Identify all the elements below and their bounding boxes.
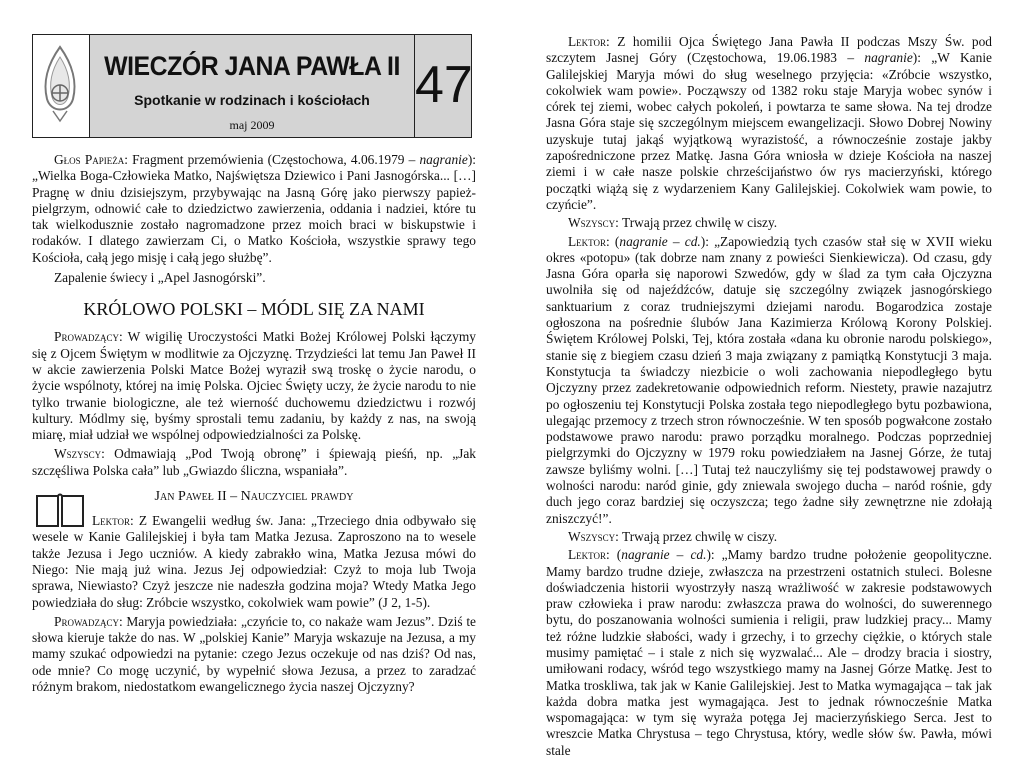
section-heading-queen: KRÓLOWO POLSKI – MÓDL SIĘ ZA NAMI xyxy=(83,299,425,320)
paragraph-leader-2: Prowadzący: Maryja powiedziała: „czyńcie to, co nakaże wam Jezus”. Dziś te słowa kieruje także do nas. W „polskiej Kanie” Maryja wskazuje na Jezusa, a my mamy szukać odpowiedzi na pytanie: czego Jezus oczekuje od nas dziś? Od nas, ode mnie? Co mogę uczynić, by wypełnić słowa Jezusa, a przez to zaradzać różnym brakom, niedostatkom ewangelicznego życia naszej Ojczyzny? xyxy=(32,613,476,695)
candle-dove-logo-icon xyxy=(33,35,90,137)
paragraph-reader-deluge: Lektor: (nagranie – cd.): „Zapowiedzią tych czasów stał się w XVII wieku okres «potopu» (tak dobrze nam znany z powieści Sienkiewicza). Od czasu, gdy Jasna Góra oparła się naporowi Szwedów, gdy w ślad za tym cała Ojczyzna uwolniła się od najeźdźców, datuje się szczególny związek jasnogórskiego sanktuarium z coraz trudniejszymi dziejami narodu. Bogarodzica zostaje ogłoszona na pośrednie ślubów Jana Kazimierza Królową Korony Polskiej. Świętem Królowej Polski, Tej, która została «dana ku obronie narodu polskiego», stanie się z biegiem czasu dzień 3 maja związany z pamiątką Konstytucji 3 maja. Konstytucja ta świadczy niezbicie o woli zachowania niepodległego bytu Ojczyzny przez zadekretowanie odpowiednich reform. Niestety, prawie nazajutrz po ogłoszeniu tej Konstytucji Polska została tego niepodległego bytu pozbawiona, ulegając przemocy z trzech stron równocześnie. W ten sposób pogwałcone zostało podstawowe prawo narodu: prawo porządku moralnego. Podczas poprzedniej pielgrzymki do Ojczyzny w 1979 roku powiedziałem na Jasnej Górze, że tutaj zawsze byliśmy wolni. […] Tutaj też nauczyliśmy się tej podstawowej prawdy o wolności narodu: naród ginie, gdy zniewala swojego ducha – naród rośnie, gdy duch jego coraz bardziej się oczyszcza; tego żadne siły zewnętrzne nie zdołają zniszczyć!”. xyxy=(546,233,993,526)
paragraph-all-1: Wszyscy: Odmawiają „Pod Twoją obronę” i śpiewają pieśń, np. „Jak szczęśliwa Polska cała” lub „Gwiazdo śliczna, wspaniała”. xyxy=(32,446,476,478)
open-book-icon xyxy=(34,490,86,530)
paragraph-reader-homily: Lektor: Z homilii Ojca Świętego Jana Pawła II podczas Mszy Św. pod szczytem Jasnej Góry (Częstochowa, 19.06.1983 – nagranie): „W Kanie Galilejskiej Maryja mówi do sług weselnego przyjęcia: «Zróbcie wszystko, cokolwiek wam powie». Począwszy od 1382 roku staje Maryja wobec synów i córek tej ziemi, wobec całych pokoleń, i powtarza te same słowa. Na tej drodze Jasna Góra staje się szczególnym miejscem ewangelizacji. Słowo Dobrej Nowiny uzyskuje tutaj jakąś wyjątkową wyrazistość, a równocześnie zostaje jakby zapośredniczone przez Matkę. Jasna Góra wniosła w dzieje Kościoła na naszej ziemi i w całe nasze polskie chrześcijaństwo ów rys macierzyński, którego początki wiążą się z wydarzeniem Kany Galilejskiej. Cokolwiek wam powie, to czyńcie”. xyxy=(546,34,992,212)
paragraph-reader-gospel: Lektor: Z Ewangelii według św. Jana: „Trzeciego dnia odbywało się wesele w Kanie Galilejskiej i była tam Matka Jezusa. Zaproszono na to wesele także Jezusa i Jego uczniów. A kiedy zabrakło wina, Matka Jezusa mówi do Niego: Nie mają już wina. Jezus Jej odpowiedział: Czyż to moja lub Twoja sprawa, Niewiasto? Czyż jeszcze nie nadeszła godzina moja? Wtedy Matka Jego powiedziała do sług: Zróbcie wszystko, cokolwiek wam powie” (J 2, 1-5). xyxy=(32,513,476,610)
paragraph-all-silence-2: Wszyscy: Trwają przez chwilę w ciszy. xyxy=(568,528,778,544)
right-column xyxy=(546,34,992,759)
paragraph-all-silence-1: Wszyscy: Trwają przez chwilę w ciszy. xyxy=(568,215,778,231)
paragraph-pope-voice: Głos Papieża: Fragment przemówienia (Częstochowa, 4.06.1979 – nagranie): „Wielka Boga-Człowieka Matko, Najświętsza Dziewico i Pani Jasnogórska... […] Pragnę w dniu dzisiejszym, przybywając na Jasną Górę jako pierwszy papież-pielgrzym, odnowić całe to dziedzictwo zawierzenia, oddania i nadziei, które tu tak wielkodusznie zostało nagromadzone przez moich braci w biskupstwie i rodaków. I dlatego zawierzam Ci, o Matko Kościoła, wszystkie sprawy tego Kościoła, całą jego misję i całą jego służbę”. xyxy=(32,152,476,265)
section-heading-teacher: Jan Paweł II – Nauczyciel prawdy xyxy=(154,489,354,505)
paragraph-reader-geopolitics: Lektor: (nagranie – cd.): „Mamy bardzo trudne położenie geopolityczne. Mamy bardzo trudne dzieje, zwłaszcza na przestrzeni ostatnich stuleci. Bolesne doświadczenia historii wyostrzyły naszą wrażliwość w zakresie podstawowych praw człowieka i praw narodu: zwłaszcza prawa do wolności, do suwerennego bytu, do poszanowania wolności sumienia i religii, praw ludzkiej pracy... Mamy też różne ludzkie słabości, wady i grzechy, i to grzechy ciężkie, o których stale musimy pamiętać – i stale z nich się wyzwalać... Ale – drodzy bracia i siostry, umiłowani rodacy, wśród tego wszystkiego mamy na Jasnej Górze Matkę. Jest to Matka troskliwa, tak jak w Kanie Galilejskiej. Jest to Matka wymagająca – tak jak każda dobra matka jest wymagająca. Jest to jednak równocześnie Matka wspomagająca: w tym się wyraża potęga Jej macierzyńskiego Serca. Jest to wreszcie Matka Chrystusa – tego Chrystusa, który, wedle słów św. Pawła, mówi stale xyxy=(546,547,992,758)
paragraph-leader-1: Prowadzący: W wigilię Uroczystości Matki Bożej Królowej Polski łączymy się z Ojcem Świętym w modlitwie za Ojczyznę. Trzydzieści lat temu Jan Paweł II w akcie zawierzenia Polski Matce Bożej wyraził swą troskę o życie narodu, o życie wspólnoty, której na imię Polska. Ojciec Święty uczy, że życie narodu to nie tylko trwanie biologiczne, ale też wierność duchowemu dziedzictwu i rozwój kultury. Módlmy się, byśmy sprostali temu zadaniu, by każdy z nas, na swoją miarę, miał udział we wspólnej odpowiedzialności za Polskę. xyxy=(32,329,476,443)
header-box xyxy=(32,34,472,138)
issue-number-area xyxy=(415,35,471,137)
page-subtitle: Spotkanie w rodzinach i kościołach xyxy=(134,92,370,108)
left-text-flow xyxy=(32,152,476,695)
speaker-label: Głos Papieża xyxy=(54,152,125,167)
page-title: WIECZÓR JANA PAWŁA II xyxy=(104,51,400,81)
paragraph-candle: Zapalenie świecy i „Apel Jasnogórski”. xyxy=(54,270,266,286)
issue-date: maj 2009 xyxy=(229,118,275,132)
issue-number: 47 xyxy=(415,56,473,114)
header-title-area xyxy=(90,35,415,137)
